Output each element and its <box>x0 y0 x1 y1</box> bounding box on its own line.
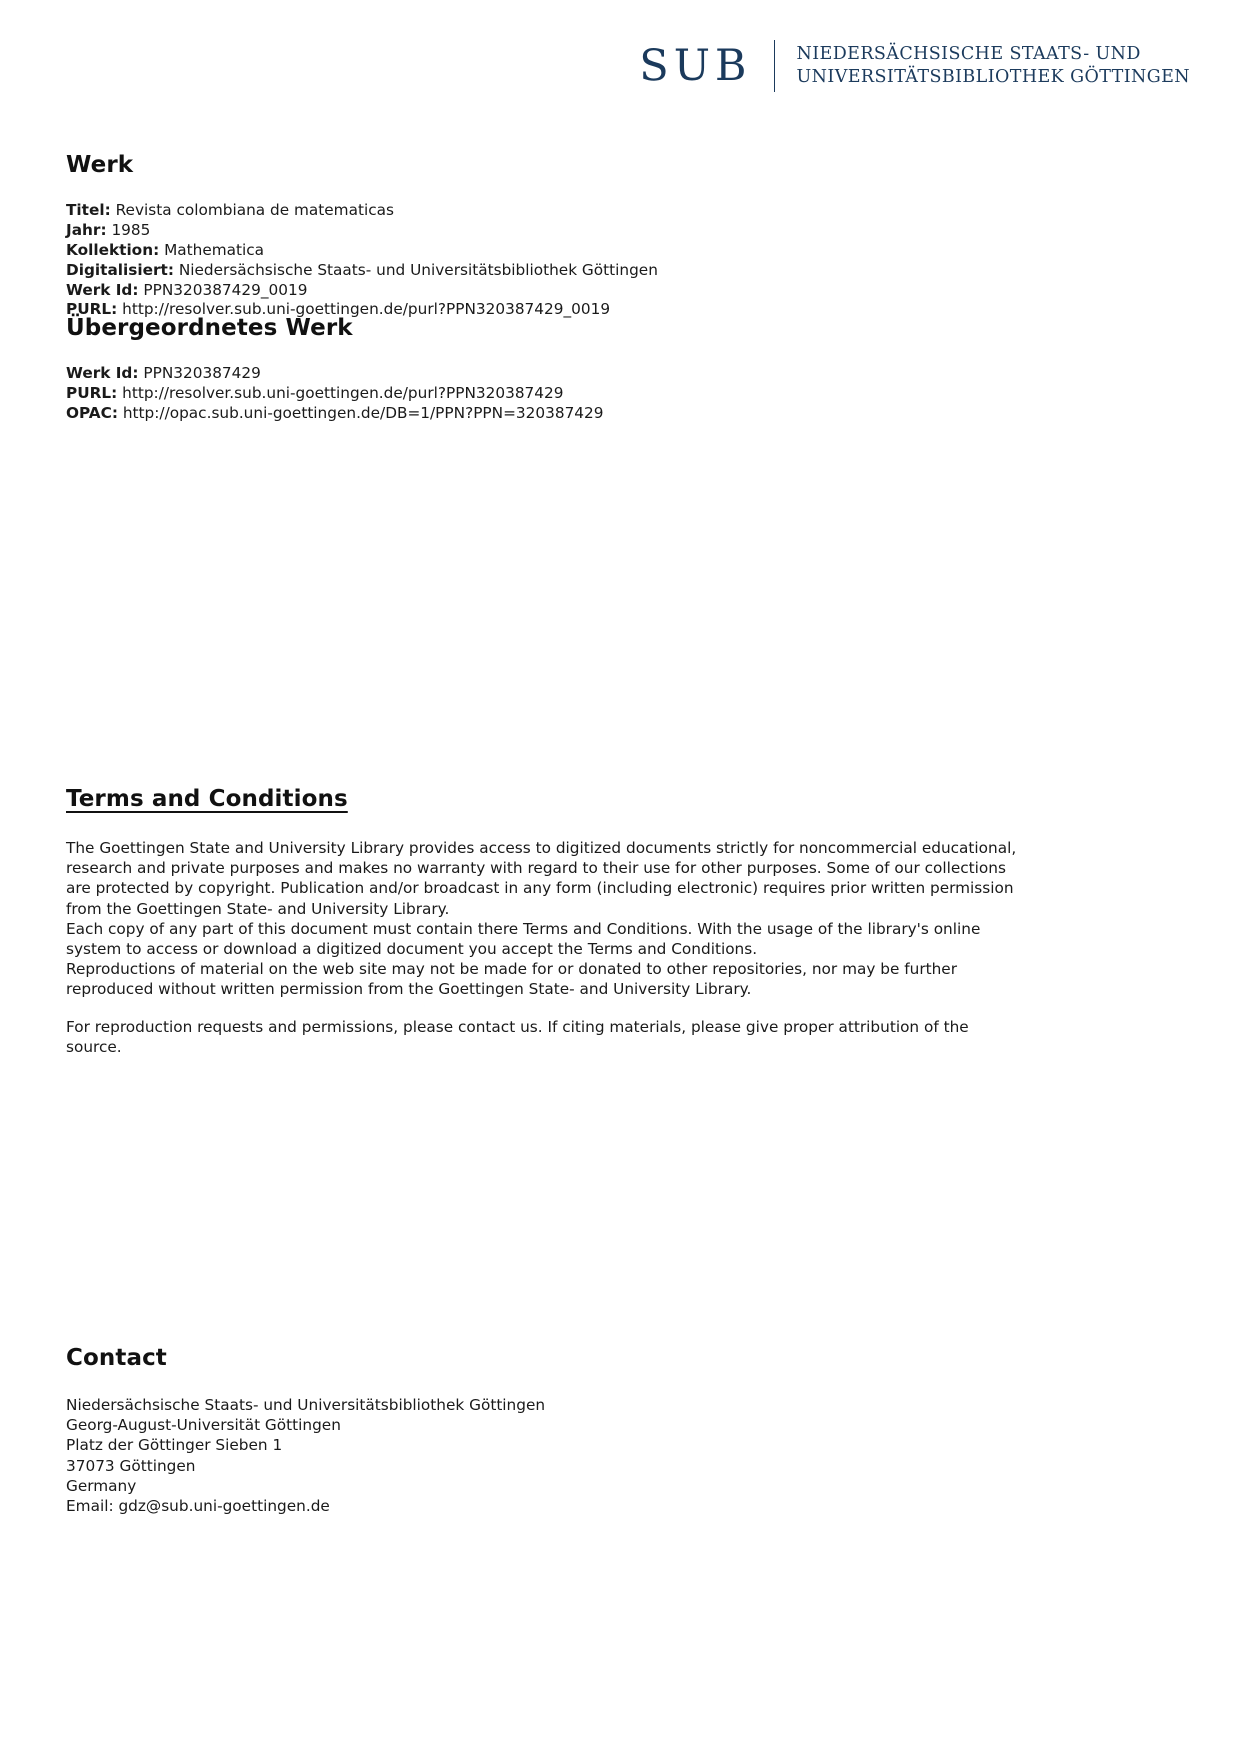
sub-logo-mark: SUB <box>639 40 752 91</box>
terms-heading: Terms and Conditions <box>66 786 348 812</box>
metadata-key: Kollektion: <box>66 240 160 259</box>
metadata-row <box>66 281 658 301</box>
metadata-key: Jahr: <box>66 220 107 239</box>
metadata-key: PURL: <box>66 300 118 319</box>
contact-line: Germany <box>66 1476 137 1495</box>
metadata-row <box>66 241 658 261</box>
werk-heading: Werk <box>66 152 134 178</box>
contact-line: Niedersächsische Staats- und Universitätsbibliothek Göttingen <box>66 1396 546 1414</box>
metadata-value: PPN320387429_0019 <box>138 280 308 299</box>
contact-line: 37073 Göttingen <box>66 1456 196 1475</box>
werk-section <box>66 152 658 320</box>
terms-paragraph: The Goettingen State and University Library provides access to digitized documents strictly for noncommercial educational, research and private purposes and makes no warranty with regard to their use for other purposes. Some of our collections are protected by copyright. Publication and/or broadcast in any form (including electronic) requires prior written permission from the Goettingen State- and University Library. <box>66 839 1017 918</box>
metadata-value: PPN320387429 <box>138 364 261 382</box>
terms-section <box>66 786 1028 1057</box>
contact-section <box>66 1345 866 1516</box>
contact-line: Georg-August-Universität Göttingen <box>66 1416 341 1435</box>
metadata-key: Digitalisiert: <box>66 260 174 279</box>
werk-metadata-list <box>66 201 658 320</box>
metadata-key: Werk Id: <box>66 364 139 382</box>
library-name <box>775 43 1190 89</box>
contact-line: Platz der Göttinger Sieben 1 <box>66 1436 283 1455</box>
metadata-key: OPAC: <box>66 403 118 422</box>
metadata-value: 1985 <box>106 220 151 239</box>
contact-address <box>66 1395 866 1516</box>
metadata-value: Revista colombiana de matematicas <box>110 201 394 219</box>
metadata-key: Werk Id: <box>66 280 139 299</box>
contact-heading: Contact <box>66 1345 167 1371</box>
metadata-row <box>66 261 658 281</box>
metadata-row <box>66 364 604 384</box>
metadata-row <box>66 384 604 404</box>
metadata-value: http://opac.sub.uni-goettingen.de/DB=1/PPN?PPN=320387429 <box>118 403 604 422</box>
metadata-row <box>66 221 658 241</box>
parent-werk-section <box>66 315 604 424</box>
metadata-row <box>66 404 604 424</box>
terms-paragraph: Each copy of any part of this document must contain there Terms and Conditions. With the usage of the library's online system to access or download a digitized document you accept the Terms and Conditions. <box>66 919 981 958</box>
terms-paragraph: For reproduction requests and permissions, please contact us. If citing materials, please give proper attribution of the source. <box>66 1017 969 1056</box>
library-logo-header <box>639 38 1190 94</box>
metadata-key: PURL: <box>66 383 118 402</box>
parent-werk-heading: Übergeordnetes Werk <box>66 315 353 341</box>
metadata-key: Titel: <box>66 201 111 219</box>
library-name-line-2: UNIVERSITÄTSBIBLIOTHEK GÖTTINGEN <box>796 67 1190 87</box>
metadata-value: Niedersächsische Staats- und Universitätsbibliothek Göttingen <box>173 260 658 279</box>
metadata-value: http://resolver.sub.uni-goettingen.de/purl?PPN320387429_0019 <box>117 300 611 319</box>
library-name-line-1: NIEDERSÄCHSISCHE STAATS- UND <box>796 43 1141 64</box>
metadata-row <box>66 201 658 221</box>
metadata-value: http://resolver.sub.uni-goettingen.de/purl?PPN320387429 <box>117 383 564 402</box>
terms-paragraph: Reproductions of material on the web site may not be made for or donated to other repositories, nor may be further reproduced without written permission from the Goettingen State- and University Library. <box>66 960 958 999</box>
metadata-value: Mathematica <box>159 240 265 259</box>
terms-body <box>66 838 1028 1057</box>
contact-line: Email: gdz@sub.uni-goettingen.de <box>66 1496 330 1515</box>
parent-werk-metadata-list <box>66 364 604 424</box>
